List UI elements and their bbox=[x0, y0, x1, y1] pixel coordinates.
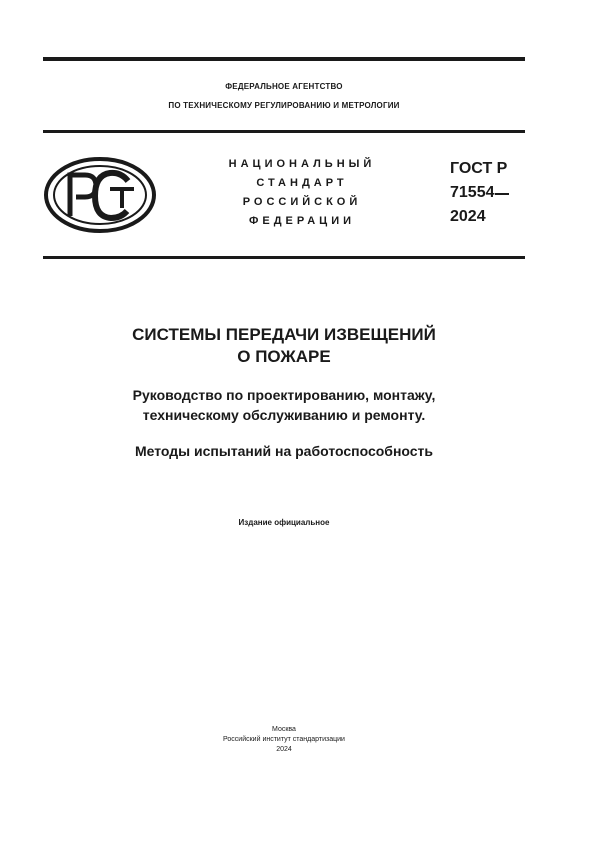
imprint-city: Москва bbox=[272, 726, 296, 733]
document-title-line2: О ПОЖАРЕ bbox=[237, 347, 331, 366]
designation-rule bbox=[43, 256, 525, 259]
standard-type-block bbox=[214, 155, 390, 231]
agency-name-line2: ПО ТЕХНИЧЕСКОМУ РЕГУЛИРОВАНИЮ И МЕТРОЛОГИИ bbox=[168, 101, 400, 110]
imprint-year: 2024 bbox=[276, 746, 292, 753]
designation-number: 71554 bbox=[450, 181, 495, 205]
standard-designation bbox=[450, 157, 507, 229]
designation-prefix: ГОСТ Р bbox=[450, 160, 508, 177]
document-subtitle-line1: Руководство по проектированию, монтажу, bbox=[132, 387, 436, 403]
agency-name-line1: ФЕДЕРАЛЬНОЕ АГЕНТСТВО bbox=[225, 82, 343, 91]
document-subtitle-line2: техническому обслуживанию и ремонту. bbox=[142, 407, 426, 423]
header-rule bbox=[43, 130, 525, 133]
standard-type-line2: СТАНДАРТ bbox=[256, 177, 348, 189]
standard-type-line1: НАЦИОНАЛЬНЫЙ bbox=[228, 158, 376, 170]
top-rule bbox=[43, 57, 525, 61]
document-title-line1: СИСТЕМЫ ПЕРЕДАЧИ ИЗВЕЩЕНИЙ bbox=[132, 325, 436, 344]
rst-logo-icon bbox=[43, 156, 157, 234]
designation-year: 2024 bbox=[450, 208, 486, 225]
imprint-publisher: Российский институт стандартизации bbox=[223, 736, 345, 743]
rst-logo-svg bbox=[43, 156, 157, 234]
document-subtitle-line3: Методы испытаний на работоспособность bbox=[134, 443, 434, 459]
edition-note: Издание официальное bbox=[238, 518, 330, 527]
standard-type-line4: ФЕДЕРАЦИИ bbox=[248, 215, 356, 227]
standard-type-line3: РОССИЙСКОЙ bbox=[242, 196, 362, 208]
